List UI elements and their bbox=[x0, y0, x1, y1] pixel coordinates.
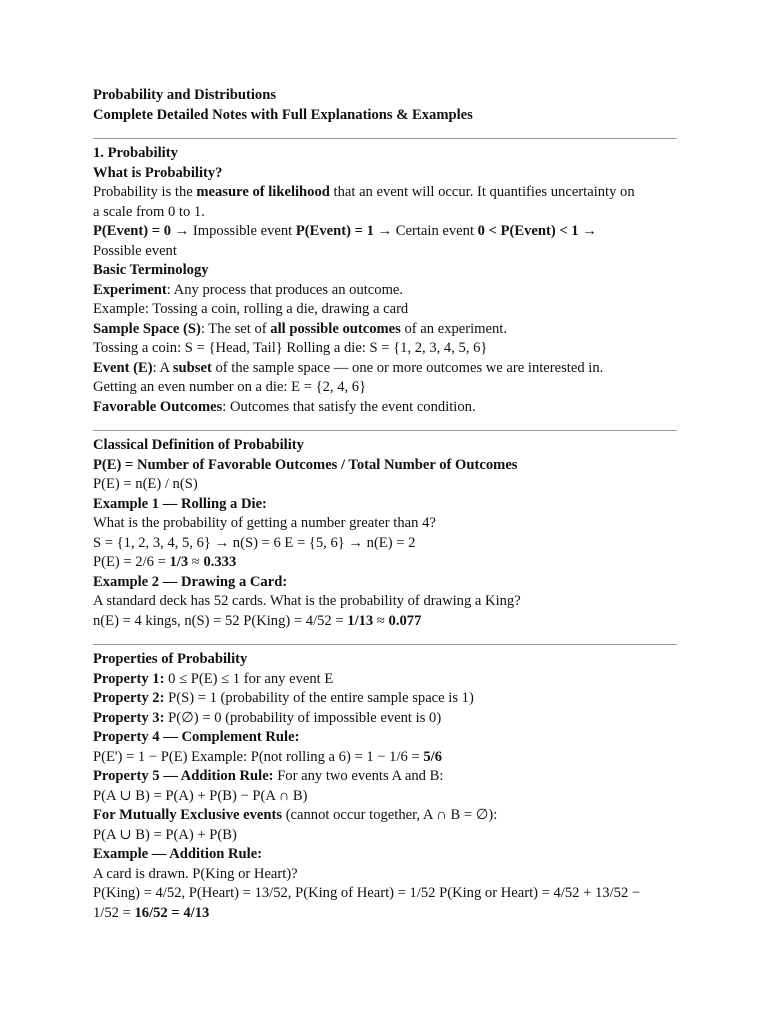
mutually-exclusive-heading: For Mutually Exclusive events (cannot occur together, A ∩ B = ∅): bbox=[93, 807, 498, 823]
classical-formula: P(E) = Number of Favorable Outcomes / Total Number of Outcomes bbox=[93, 456, 518, 473]
classical-formula-short: P(E) = n(E) / n(S) bbox=[93, 476, 198, 492]
property-3: Property 3: P(∅) = 0 (probability of impossible event is 0) bbox=[93, 709, 442, 726]
document-subtitle: Complete Detailed Notes with Full Explanations & Examples bbox=[93, 106, 473, 123]
addition-example-result: 1/52 = 16/52 = 4/13 bbox=[93, 904, 210, 921]
intro-paragraph: Probability is the measure of likelihood that an event will occur. It quantifies uncertainty on bbox=[93, 184, 635, 200]
example-1-question: What is the probability of getting a number greater than 4? bbox=[93, 515, 436, 531]
section-heading-classical: Classical Definition of Probability bbox=[93, 437, 304, 453]
example-2-result: n(E) = 4 kings, n(S) = 52 P(King) = 4/52 = 1/13 ≈ 0.077 bbox=[93, 612, 422, 629]
property-5-formula: P(A ∪ B) = P(A) + P(B) − P(A ∩ B) bbox=[93, 787, 308, 804]
example-2-heading: Example 2 — Drawing a Card: bbox=[93, 573, 288, 590]
addition-example-heading: Example — Addition Rule: bbox=[93, 846, 263, 862]
section-heading-probability: 1. Probability bbox=[93, 145, 178, 161]
property-4-text: P(E') = 1 − P(E) Example: P(not rolling a 6) = 1 − 1/6 = 5/6 bbox=[93, 748, 443, 765]
addition-example-question: A card is drawn. P(King or Heart)? bbox=[93, 865, 298, 882]
divider bbox=[93, 138, 677, 139]
term-experiment: Experiment: Any process that produces an outcome. bbox=[93, 281, 404, 298]
example-1-result: P(E) = 2/6 = 1/3 ≈ 0.333 bbox=[93, 554, 237, 570]
intro-paragraph-cont: a scale from 0 to 1. bbox=[93, 203, 205, 220]
property-4-heading: Property 4 — Complement Rule: bbox=[93, 729, 300, 745]
document-title: Probability and Distributions bbox=[93, 87, 277, 103]
divider bbox=[93, 430, 677, 431]
mutually-exclusive-formula: P(A ∪ B) = P(A) + P(B) bbox=[93, 826, 237, 843]
property-1: Property 1: 0 ≤ P(E) ≤ 1 for any event E bbox=[93, 670, 334, 687]
term-favorable-outcomes: Favorable Outcomes: Outcomes that satisfy the event condition. bbox=[93, 398, 476, 415]
example-1-sets: S = {1, 2, 3, 4, 5, 6} → n(S) = 6 E = {5, 6} → n(E) = 2 bbox=[93, 534, 416, 551]
subheading-what-is-probability: What is Probability? bbox=[93, 164, 223, 181]
property-5-heading: Property 5 — Addition Rule: For any two events A and B: bbox=[93, 768, 444, 784]
probability-range-cont: Possible event bbox=[93, 242, 177, 259]
term-sample-space-example: Tossing a coin: S = {Head, Tail} Rolling a die: S = {1, 2, 3, 4, 5, 6} bbox=[93, 340, 488, 356]
example-2-question: A standard deck has 52 cards. What is the probability of drawing a King? bbox=[93, 593, 521, 609]
subheading-terminology: Basic Terminology bbox=[93, 262, 209, 278]
addition-example-calc: P(King) = 4/52, P(Heart) = 13/52, P(King of Heart) = 1/52 P(King or Heart) = 4/52 + 13/52 − bbox=[93, 885, 641, 901]
term-event: Event (E): A subset of the sample space — one or more outcomes we are interested in. bbox=[93, 359, 604, 376]
term-experiment-example: Example: Tossing a coin, rolling a die, drawing a card bbox=[93, 301, 409, 317]
divider bbox=[93, 644, 677, 645]
section-heading-properties: Properties of Probability bbox=[93, 651, 248, 667]
example-1-heading: Example 1 — Rolling a Die: bbox=[93, 495, 267, 512]
property-2: Property 2: P(S) = 1 (probability of the entire sample space is 1) bbox=[93, 690, 474, 706]
document-page bbox=[93, 86, 677, 923]
term-event-example: Getting an even number on a die: E = {2, 4, 6} bbox=[93, 379, 367, 395]
term-sample-space: Sample Space (S): The set of all possible outcomes of an experiment. bbox=[93, 320, 508, 337]
probability-range: P(Event) = 0 → Impossible event P(Event) = 1 → Certain event 0 < P(Event) < 1 → bbox=[93, 223, 597, 239]
